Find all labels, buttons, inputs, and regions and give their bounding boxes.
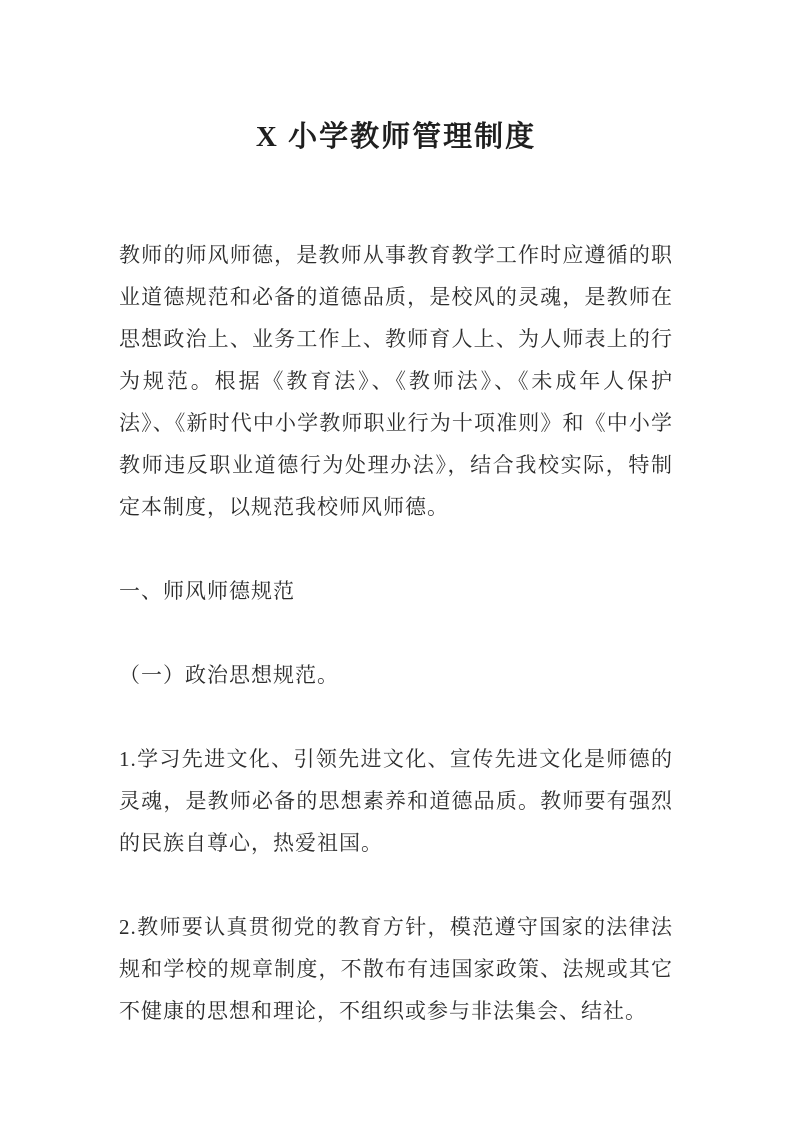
rule-item-2: 2.教师要认真贯彻党的教育方针，模范遵守国家的法律法规和学校的规章制度，不散布有违国家政策、法规或其它不健康的思想和理论，不组织或参与非法集会、结社。 bbox=[119, 915, 673, 1023]
section-heading-1: 一、师风师德规范 bbox=[119, 579, 295, 603]
rule-item-1: 1.学习先进文化、引领先进文化、宣传先进文化是师德的灵魂，是教师必备的思想素养和道德品质。教师要有强烈的民族自尊心，热爱祖国。 bbox=[119, 747, 673, 855]
document-title: X 小学教师管理制度 bbox=[255, 121, 537, 153]
subsection-heading-1-1: （一）政治思想规范。 bbox=[119, 663, 339, 687]
intro-paragraph: 教师的师风师德，是教师从事教育教学工作时应遵循的职业道德规范和必备的道德品质，是校风的灵魂，是教师在思想政治上、业务工作上、教师育人上、为人师表上的行为规范。根据《教育法》、《教师法》、《未成年人保护法》、《新时代中小学教师职业行为十项准则》和《中小学教师违反职业道德行为处理办法》，结合我校实际，特制定本制度，以规范我校师风师德。 bbox=[119, 243, 673, 519]
